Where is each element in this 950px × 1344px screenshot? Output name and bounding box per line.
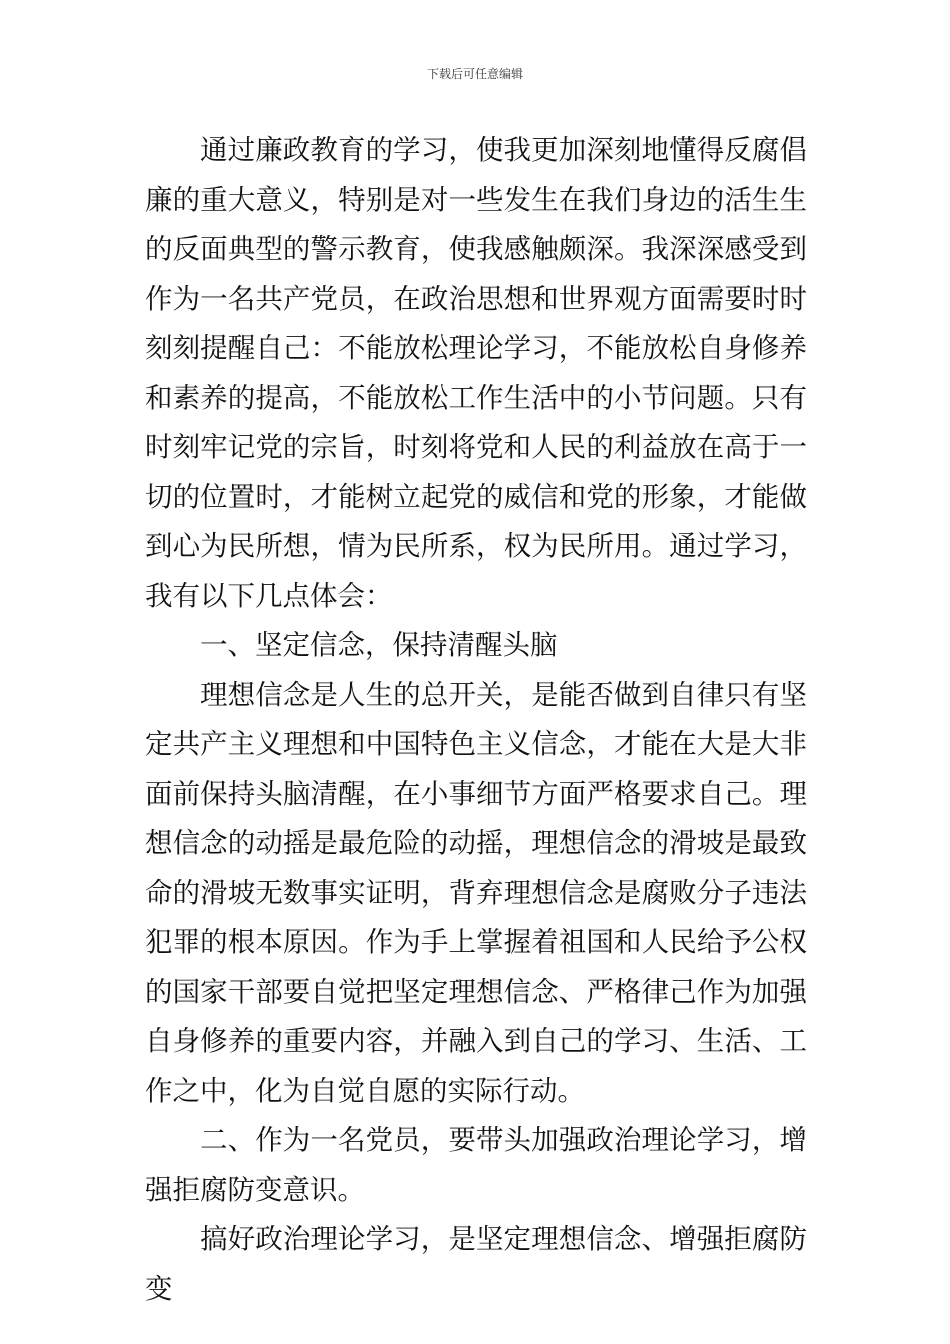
- paragraph-intro: 通过廉政教育的学习，使我更加深刻地懂得反腐倡廉的重大意义，特别是对一些发生在我们身边的活生生的反面典型的警示教育，使我感触颇深。我深深感受到作为一名共产党员，在政治思想和世界观方面需要时时刻刻提醒自己：不能放松理论学习，不能放松自身修养和素养的提高，不能放松工作生活中的小节问题。只有时刻牢记党的宗旨，时刻将党和人民的利益放在高于一切的位置时，才能树立起党的威信和党的形象，才能做到心为民所想，情为民所系，权为民所用。通过学习，我有以下几点体会：: [145, 134, 807, 612]
- section-heading-2: 二、作为一名党员，要带头加强政治理论学习，增强拒腐防变意识。: [145, 1124, 807, 1206]
- page-header-note: 下载后可任意编辑: [426, 67, 523, 81]
- section-heading-1: 一、坚定信念，保持清醒头脑: [200, 629, 558, 661]
- paragraph-section-2: 搞好政治理论学习，是坚定理想信念、增强拒腐防变: [145, 1223, 807, 1305]
- document-body: [145, 126, 807, 1314]
- paragraph-section-1: 理想信念是人生的总开关，是能否做到自律只有坚定共产主义理想和中国特色主义信念，才能在大是大非面前保持头脑清醒，在小事细节方面严格要求自己。理想信念的动摇是最危险的动摇，理想信念的滑坡是最致命的滑坡无数事实证明，背弃理想信念是腐败分子违法犯罪的根本原因。作为手上掌握着祖国和人民给予公权的国家干部要自觉把坚定理想信念、严格律己作为加强自身修养的重要内容，并融入到自己的学习、生活、工作之中，化为自觉自愿的实际行动。: [145, 678, 807, 1107]
